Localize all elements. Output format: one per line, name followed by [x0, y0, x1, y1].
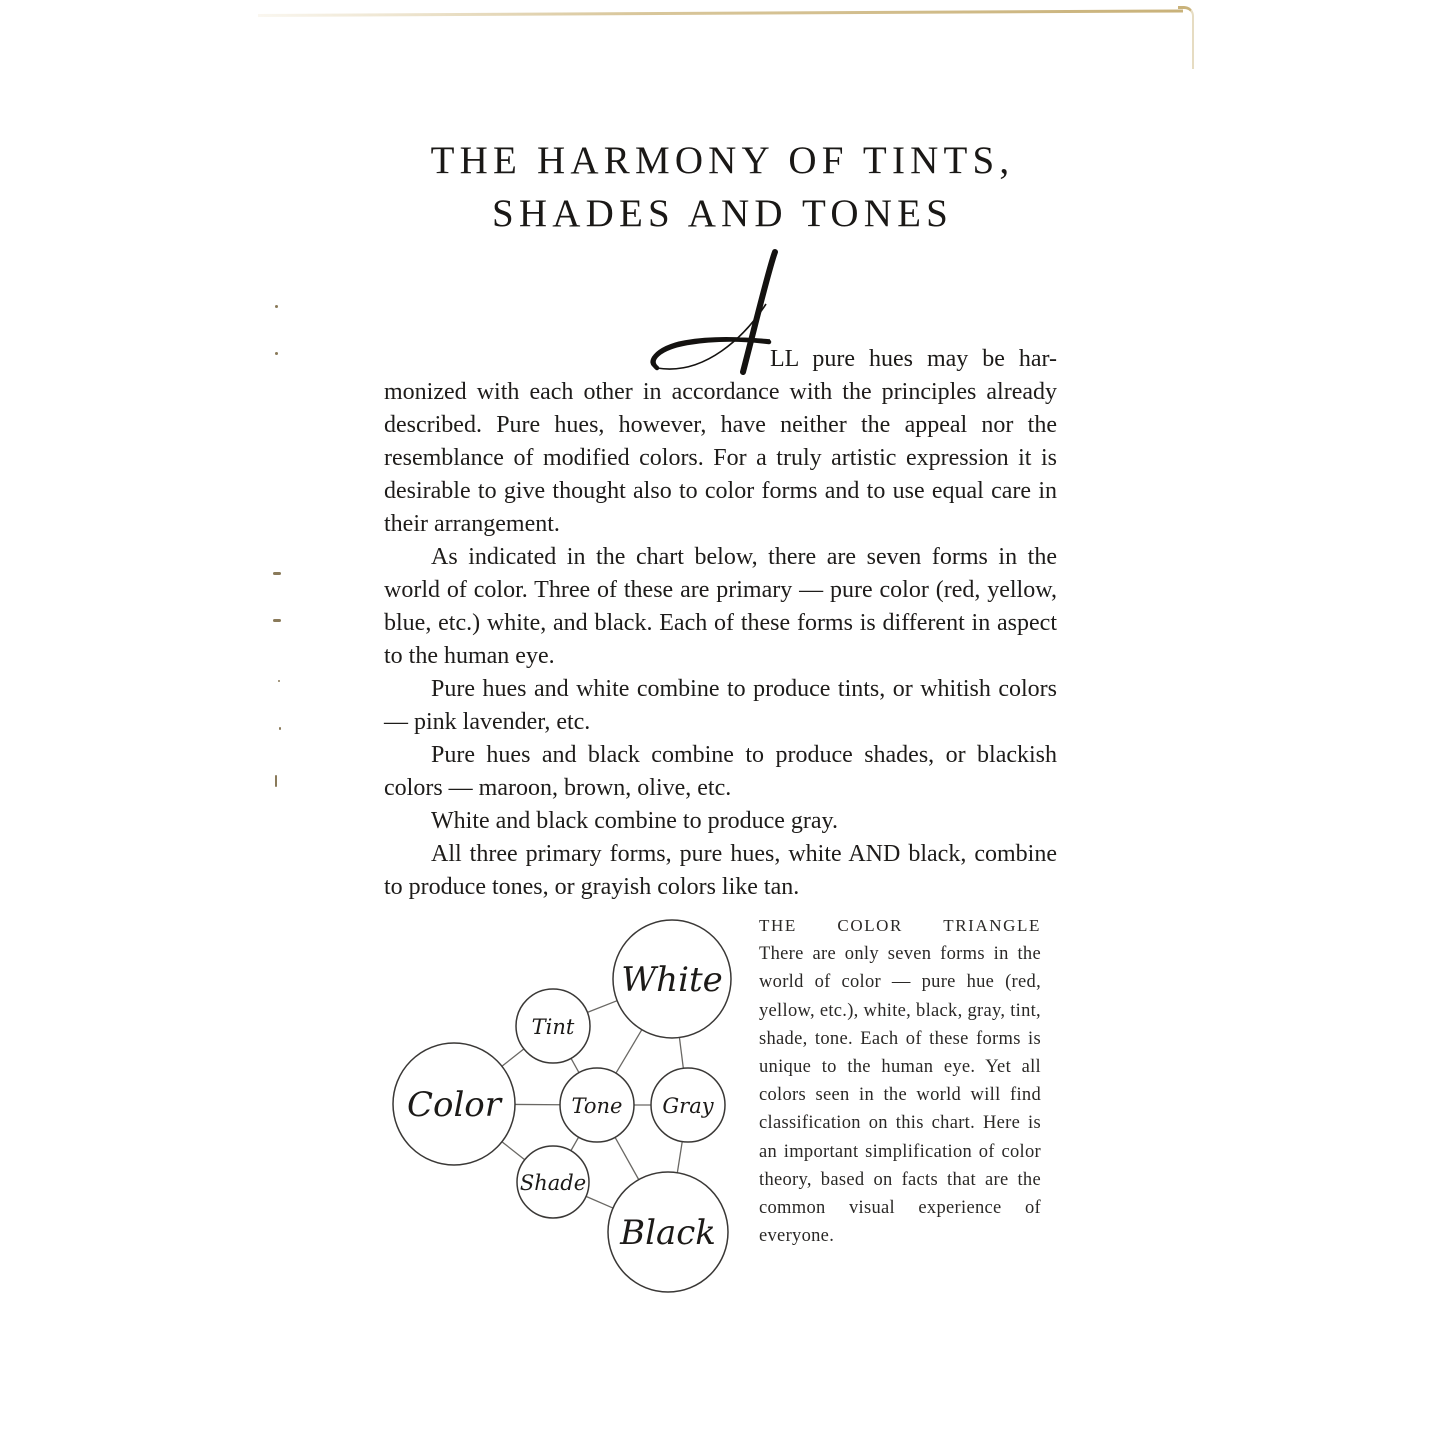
paragraph-gray: White and black combine to produce gray. — [431, 808, 838, 834]
edge-white-gray — [679, 1038, 683, 1069]
node-label-color: Color — [406, 1085, 502, 1125]
node-tone — [560, 1068, 634, 1142]
paragraph-tints: Pure hues and white combine to produce tints, or whitish colors — pink lavender, etc. — [384, 676, 1057, 735]
edge-tone-white — [616, 1030, 642, 1074]
node-black — [608, 1172, 728, 1292]
node-white — [613, 920, 731, 1038]
edge-tone-black — [615, 1137, 639, 1179]
body-paragraphs — [384, 541, 1057, 904]
page-edge-top — [258, 9, 1183, 17]
drop-cap-a-icon — [645, 248, 785, 378]
binding-mark — [273, 619, 281, 622]
first-line: LL pure hues may be har- — [770, 346, 1057, 372]
binding-mark — [275, 305, 278, 308]
binding-mark — [275, 775, 277, 787]
sidebar-text: There are only seven forms in the world of color — pure hue (red, yellow, etc.), white, black, gray, tint, shade, tone. Each of these forms is unique to the human eye. Yet all colors seen in the world will find classification on this chart. Here is an important simplification of color theory, based on facts that are the common visual experience of everyone. — [759, 944, 1041, 1247]
title-line-2: SHADES AND TONES — [492, 192, 953, 235]
binding-mark — [273, 572, 281, 575]
node-color — [393, 1043, 515, 1165]
sidebar-title: THE COLOR TRIANGLE — [759, 916, 1041, 935]
sidebar-caption — [759, 912, 1041, 1250]
node-label-gray: Gray — [662, 1094, 714, 1118]
binding-mark — [275, 352, 278, 355]
edge-tint-white — [587, 1001, 617, 1013]
paragraph-shades: Pure hues and black combine to produce shades, or blackish colors — maroon, brown, olive, etc. — [384, 742, 1057, 801]
title-line-1: THE HARMONY OF TINTS, — [430, 139, 1015, 182]
color-triangle-diagram — [380, 900, 750, 1300]
edge-color-tint — [502, 1049, 524, 1066]
page-edge-corner — [1178, 6, 1194, 69]
paragraph-1-text: monized with each other in accordance with the principles already described. Pure hues, however, have neither the appeal nor the resemblance of modified colors. For a truly artistic expression it is desirable to give thought also to color forms and to use equal care in their arrangement. — [384, 379, 1057, 537]
binding-mark — [278, 680, 280, 682]
node-label-tone: Tone — [571, 1094, 623, 1118]
paragraph-seven-forms: As indicated in the chart below, there are seven forms in the world of color. Three of these are primary — pure color (red, yellow, blue, etc.) white, and black. Each of these forms is different in aspect to the human eye. — [384, 544, 1057, 669]
paragraph-intro — [384, 376, 1057, 541]
node-label-black: Black — [620, 1213, 716, 1253]
edge-tint-tone — [571, 1058, 579, 1072]
edge-tone-shade — [571, 1137, 579, 1151]
node-shade — [517, 1146, 589, 1218]
node-gray — [651, 1068, 725, 1142]
page-title — [300, 134, 1145, 240]
edge-gray-black — [677, 1142, 682, 1173]
binding-mark — [279, 727, 281, 730]
edge-shade-black — [586, 1196, 613, 1208]
paragraph-tones: All three primary forms, pure hues, white AND black, combine to produce tones, or grayish colors like tan. — [384, 841, 1057, 900]
node-tint — [516, 989, 590, 1063]
node-label-tint: Tint — [531, 1015, 575, 1039]
edge-color-shade — [502, 1142, 525, 1160]
node-label-shade: Shade — [519, 1171, 587, 1195]
node-label-white: White — [621, 960, 723, 1000]
